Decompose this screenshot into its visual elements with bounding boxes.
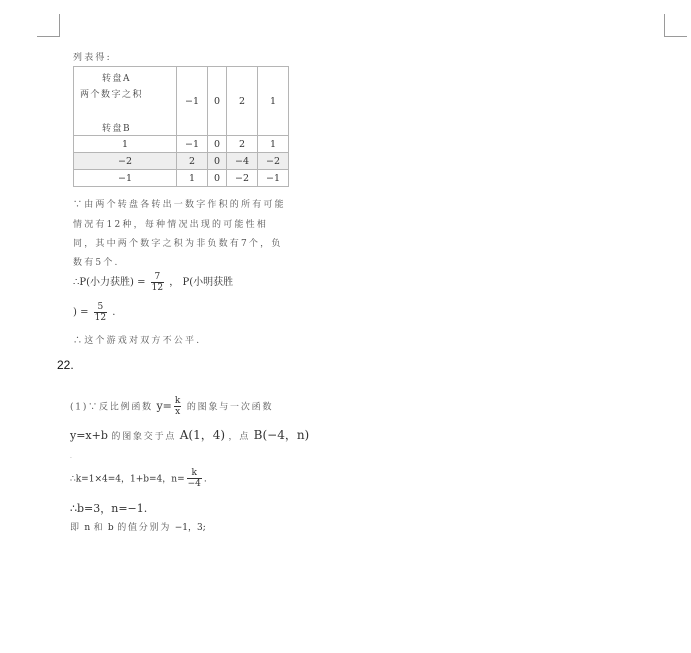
solution-text: 的图象与一次函数 — [186, 402, 274, 413]
solution-text: 和 — [93, 523, 105, 533]
fraction-denominator: x — [175, 407, 181, 417]
k-over-minus-4-fraction — [187, 468, 202, 489]
prob-xiaoming-equals: ) = — [73, 307, 89, 318]
header-turntable-a: 转盘A — [102, 74, 131, 84]
prob-xiaoming-label: ， P(小明获胜 — [169, 277, 234, 288]
crop-mark-right — [664, 14, 687, 37]
prob-xiaoli-label: ∴P(小力获胜) = — [73, 277, 146, 288]
solution-line-5 — [70, 520, 206, 533]
table-cell: 2 — [227, 136, 258, 153]
fraction-denominator: −4 — [187, 479, 201, 489]
table-cell: 2 — [177, 153, 208, 170]
k-calculation: ∴k=1×4=4，1+b=4，n= — [70, 474, 185, 485]
col-header: 0 — [208, 67, 227, 136]
prob-xiaoming-fraction — [94, 302, 107, 323]
explanation-line-2: 情况有12种，每种情况出现的可能性相 — [73, 220, 269, 230]
col-header: 1 — [258, 67, 289, 136]
table-row — [74, 153, 289, 170]
product-table — [73, 66, 289, 187]
solution-line-2 — [70, 426, 309, 443]
variable-b: b — [107, 523, 114, 533]
prob-xiaoli-fraction — [151, 272, 164, 293]
fraction-numerator: 7 — [151, 272, 164, 283]
table-cell: −2 — [227, 170, 258, 187]
period: . — [112, 307, 116, 318]
solution-text: 的图象交于点 — [111, 432, 177, 442]
stray-mark: · — [70, 455, 72, 462]
crop-mark-left — [37, 14, 60, 37]
solution-intro: (1)∵反比例函数 — [70, 402, 153, 413]
table-cell: 0 — [208, 136, 227, 153]
probability-line-1 — [73, 272, 233, 293]
table-cell: −1 — [177, 136, 208, 153]
row-header: −2 — [74, 153, 177, 170]
diagonal-header-cell — [74, 67, 177, 136]
solution-text: 的值分别为 — [117, 523, 172, 533]
explanation-line-4: 数有5个. — [73, 258, 120, 268]
table-cell: −4 — [227, 153, 258, 170]
solution-line-3 — [70, 468, 207, 489]
solution-text: 即 — [70, 523, 81, 533]
header-product-label: 两个数字之积 — [80, 90, 144, 100]
table-cell: 0 — [208, 153, 227, 170]
explanation-line-3: 同，其中两个数字之积为非负数有7个，负 — [73, 239, 283, 249]
explanation-line-1: ∵由两个转盘各转出一数字作积的所有可能 — [73, 200, 286, 210]
fraction-denominator: 12 — [151, 283, 164, 293]
table-cell: 0 — [208, 170, 227, 187]
fraction-numerator: k — [187, 468, 202, 479]
row-header: −1 — [74, 170, 177, 187]
table-row — [74, 170, 289, 187]
conclusion-line: ∴这个游戏对双方不公平. — [73, 336, 202, 346]
final-values: −1，3; — [174, 523, 206, 533]
function-y-equals: y= — [156, 399, 172, 413]
solution-line-1 — [70, 396, 273, 417]
point-a: A(1，4) — [179, 428, 226, 442]
table-cell: −1 — [258, 170, 289, 187]
header-turntable-b: 转盘B — [102, 124, 132, 134]
row-header: 1 — [74, 136, 177, 153]
linear-function: y=x+b — [70, 429, 108, 442]
solution-text: ，点 — [228, 432, 251, 442]
question-number: 22. — [57, 358, 74, 372]
table-cell: −2 — [258, 153, 289, 170]
col-header: −1 — [177, 67, 208, 136]
fraction-numerator: 5 — [94, 302, 107, 313]
table-caption: 列表得: — [73, 53, 112, 63]
k-over-x-fraction — [174, 396, 181, 417]
table-header-row — [74, 67, 289, 136]
col-header: 2 — [227, 67, 258, 136]
table-cell: 1 — [177, 170, 208, 187]
table-row — [74, 136, 289, 153]
solution-line-4: ∴b=3，n=−1. — [70, 502, 148, 515]
probability-line-2 — [73, 302, 115, 323]
period: . — [203, 474, 207, 485]
variable-n: n — [84, 523, 91, 533]
fraction-denominator: 12 — [94, 313, 107, 323]
point-b: B(−4，n) — [253, 428, 310, 442]
fraction-numerator: k — [174, 396, 181, 406]
table-cell: 1 — [258, 136, 289, 153]
